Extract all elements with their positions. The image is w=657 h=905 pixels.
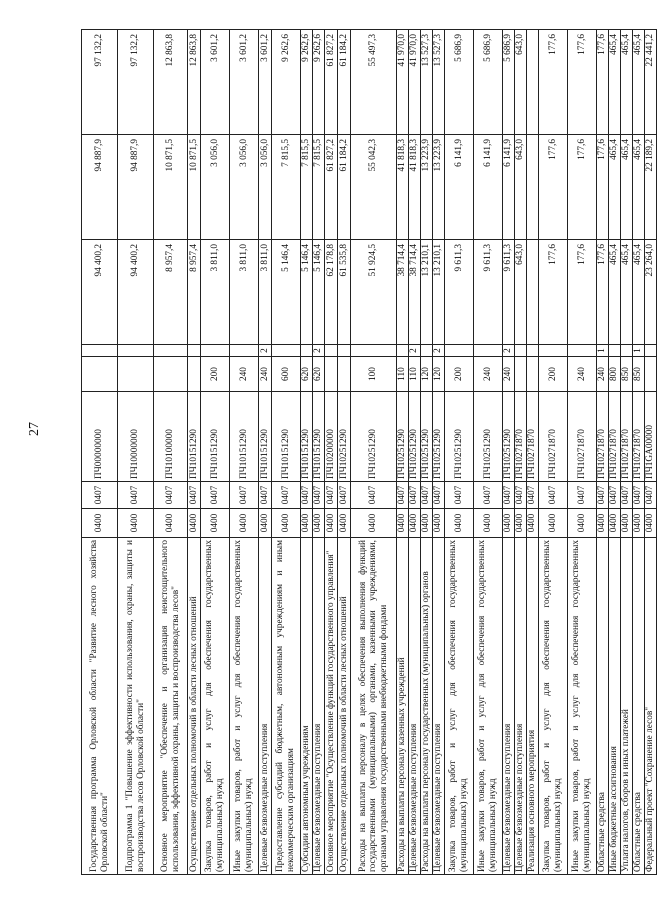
expense-type-cell: 100 xyxy=(351,357,397,392)
amount-year3-cell: 5 686,9 xyxy=(474,30,503,135)
row-name-cell: Осуществление отдельных полномочий в области лесных отношений xyxy=(338,538,351,875)
source-mark-cell: 1 xyxy=(597,345,609,357)
source-mark-cell xyxy=(230,345,259,357)
expense-type-cell: 240 xyxy=(503,357,515,392)
section-code-cell: 0400 xyxy=(568,509,597,538)
subsection-code-cell: 0407 xyxy=(621,482,633,509)
amount-year2-cell: 55 042,3 xyxy=(351,135,397,240)
table-row xyxy=(597,30,609,875)
amount-year3-cell: 55 497,3 xyxy=(351,30,397,135)
section-code-cell: 0400 xyxy=(527,509,539,538)
expense-type-cell: 600 xyxy=(272,357,301,392)
source-mark-cell: 2 xyxy=(503,345,515,357)
target-article-cell: ПЧ10100000 xyxy=(154,392,188,482)
amount-year2-cell: 13 223,9 xyxy=(421,135,433,240)
amount-year2-cell: 61 184,2 xyxy=(338,135,351,240)
target-article-cell: ПЧ10251290 xyxy=(503,392,515,482)
amount-year3-cell: 3 601,2 xyxy=(259,30,272,135)
table-row xyxy=(313,30,325,875)
amount-year2-cell: 465,4 xyxy=(609,135,621,240)
amount-year3-cell: 9 262,6 xyxy=(313,30,325,135)
amount-year2-cell: 6 141,9 xyxy=(474,135,503,240)
row-name-cell: Основное мероприятие "Осуществление функций государственного управления" xyxy=(325,538,338,875)
amount-year1-cell: 5 146,4 xyxy=(313,240,325,345)
subsection-code-cell: 0407 xyxy=(201,482,230,509)
row-name-cell: Иные закупки товаров, работ и услуг для обеспечения государственных (муниципальных) нужд xyxy=(230,538,259,875)
source-mark-cell xyxy=(474,345,503,357)
section-code-cell: 0400 xyxy=(597,509,609,538)
amount-year3-cell: 61 827,2 xyxy=(325,30,338,135)
source-mark-cell: 2 xyxy=(433,345,445,357)
budget-table-container xyxy=(81,30,656,875)
target-article-cell: ПЧ10251290 xyxy=(421,392,433,482)
amount-year3-cell: 97 132,2 xyxy=(82,30,118,135)
section-code-cell: 0400 xyxy=(409,509,421,538)
table-row xyxy=(433,30,445,875)
amount-year1-cell: 177,6 xyxy=(568,240,597,345)
amount-year3-cell: 465,4 xyxy=(633,30,645,135)
amount-year2-cell: 3 056,0 xyxy=(230,135,259,240)
source-mark-cell xyxy=(568,345,597,357)
amount-year2-cell: 94 887,9 xyxy=(82,135,118,240)
row-name-cell: Расходы на выплаты персоналу государственных (муниципальных) органов xyxy=(421,538,433,875)
table-row xyxy=(259,30,272,875)
source-mark-cell xyxy=(609,345,621,357)
expense-type-cell xyxy=(188,357,201,392)
amount-year1-cell: 61 535,8 xyxy=(338,240,351,345)
expense-type-cell xyxy=(82,357,118,392)
subsection-code-cell: 0407 xyxy=(409,482,421,509)
amount-year2-cell: 643,0 xyxy=(515,135,527,240)
amount-year2-cell: 22 189,2 xyxy=(645,135,657,240)
row-name-cell: Расходы на выплаты персоналу в целях обеспечения выполнения функций государственными (муниципальными) органами, казенными учреждениями, органами управления государственными внебюджетными фондами xyxy=(351,538,397,875)
amount-year2-cell: 3 056,0 xyxy=(201,135,230,240)
amount-year1-cell: 3 811,0 xyxy=(201,240,230,345)
target-article-cell: ПЧ10151290 xyxy=(201,392,230,482)
expense-type-cell xyxy=(338,357,351,392)
target-article-cell: ПЧ10251290 xyxy=(397,392,409,482)
target-article-cell: ПЧ10271870 xyxy=(597,392,609,482)
amount-year3-cell: 41 970,0 xyxy=(409,30,421,135)
section-code-cell: 0400 xyxy=(188,509,201,538)
amount-year1-cell: 94 400,2 xyxy=(118,240,154,345)
amount-year1-cell: 5 146,4 xyxy=(272,240,301,345)
section-code-cell: 0400 xyxy=(397,509,409,538)
source-mark-cell xyxy=(301,345,313,357)
section-code-cell: 0400 xyxy=(621,509,633,538)
section-code-cell: 0400 xyxy=(272,509,301,538)
amount-year3-cell: 3 601,2 xyxy=(201,30,230,135)
subsection-code-cell: 0407 xyxy=(338,482,351,509)
subsection-code-cell: 0407 xyxy=(433,482,445,509)
amount-year1-cell: 9 611,3 xyxy=(503,240,515,345)
table-row xyxy=(201,30,230,875)
target-article-cell: ПЧ10271870 xyxy=(568,392,597,482)
section-code-cell: 0400 xyxy=(474,509,503,538)
section-code-cell: 0400 xyxy=(609,509,621,538)
row-name-cell: Реализация основного мероприятия xyxy=(527,538,539,875)
expense-type-cell: 800 xyxy=(609,357,621,392)
amount-year2-cell: 6 141,9 xyxy=(503,135,515,240)
amount-year1-cell: 13 210,1 xyxy=(433,240,445,345)
target-article-cell: ПЧ10271870 xyxy=(527,392,539,482)
section-code-cell: 0400 xyxy=(118,509,154,538)
subsection-code-cell: 0407 xyxy=(230,482,259,509)
table-row xyxy=(301,30,313,875)
amount-year2-cell: 41 818,3 xyxy=(397,135,409,240)
expense-type-cell: 200 xyxy=(539,357,568,392)
expense-type-cell: 200 xyxy=(201,357,230,392)
subsection-code-cell: 0407 xyxy=(118,482,154,509)
table-row xyxy=(325,30,338,875)
amount-year3-cell: 12 863,8 xyxy=(154,30,188,135)
amount-year3-cell: 177,6 xyxy=(597,30,609,135)
table-row xyxy=(515,30,527,875)
target-article-cell: ПЧ10271870 xyxy=(515,392,527,482)
source-mark-cell xyxy=(188,345,201,357)
amount-year2-cell: 13 223,9 xyxy=(433,135,445,240)
amount-year2-cell xyxy=(527,135,539,240)
amount-year1-cell: 62 178,8 xyxy=(325,240,338,345)
subsection-code-cell: 0407 xyxy=(539,482,568,509)
source-mark-cell xyxy=(621,345,633,357)
row-name-cell: Областные средства xyxy=(633,538,645,875)
expense-type-cell: 120 xyxy=(421,357,433,392)
amount-year2-cell: 177,6 xyxy=(568,135,597,240)
amount-year1-cell: 177,6 xyxy=(597,240,609,345)
amount-year1-cell: 38 714,4 xyxy=(409,240,421,345)
source-mark-cell xyxy=(325,345,338,357)
target-article-cell: ПЧ10271870 xyxy=(633,392,645,482)
amount-year3-cell: 97 132,2 xyxy=(118,30,154,135)
amount-year2-cell: 7 815,5 xyxy=(272,135,301,240)
amount-year3-cell: 465,4 xyxy=(621,30,633,135)
source-mark-cell xyxy=(118,345,154,357)
amount-year2-cell: 10 871,5 xyxy=(154,135,188,240)
section-code-cell: 0400 xyxy=(259,509,272,538)
table-row xyxy=(338,30,351,875)
row-name-cell: Иные закупки товаров, работ и услуг для обеспечения государственных (муниципальных) нужд xyxy=(474,538,503,875)
row-name-cell: Иные закупки товаров, работ и услуг для обеспечения государственных (муниципальных) нужд xyxy=(568,538,597,875)
amount-year3-cell: 22 441,2 xyxy=(645,30,657,135)
amount-year3-cell: 41 970,0 xyxy=(397,30,409,135)
page-number: 27 xyxy=(27,422,42,436)
table-row xyxy=(527,30,539,875)
section-code-cell: 0400 xyxy=(503,509,515,538)
section-code-cell: 0400 xyxy=(539,509,568,538)
subsection-code-cell: 0407 xyxy=(633,482,645,509)
source-mark-cell xyxy=(154,345,188,357)
amount-year3-cell: 643,0 xyxy=(515,30,527,135)
amount-year1-cell: 8 957,4 xyxy=(188,240,201,345)
table-row xyxy=(154,30,188,875)
section-code-cell: 0400 xyxy=(351,509,397,538)
table-row xyxy=(351,30,397,875)
source-mark-cell xyxy=(201,345,230,357)
table-row xyxy=(609,30,621,875)
amount-year2-cell: 465,4 xyxy=(633,135,645,240)
amount-year1-cell: 643,0 xyxy=(515,240,527,345)
amount-year1-cell: 465,4 xyxy=(609,240,621,345)
table-row xyxy=(474,30,503,875)
section-code-cell: 0400 xyxy=(313,509,325,538)
source-mark-cell xyxy=(351,345,397,357)
amount-year3-cell xyxy=(527,30,539,135)
subsection-code-cell: 0407 xyxy=(351,482,397,509)
section-code-cell: 0400 xyxy=(82,509,118,538)
subsection-code-cell: 0407 xyxy=(397,482,409,509)
table-row xyxy=(421,30,433,875)
target-article-cell: ПЧ1GA00000 xyxy=(645,392,657,482)
row-name-cell: Федеральный проект "Сохранение лесов" xyxy=(645,538,657,875)
source-mark-cell xyxy=(421,345,433,357)
amount-year3-cell: 9 262,6 xyxy=(272,30,301,135)
source-mark-cell xyxy=(539,345,568,357)
amount-year3-cell: 5 686,9 xyxy=(503,30,515,135)
target-article-cell: ПЧ00000000 xyxy=(82,392,118,482)
row-name-cell: Закупка товаров, работ и услуг для обеспечения государственных (муниципальных) нужд xyxy=(201,538,230,875)
expense-type-cell xyxy=(527,357,539,392)
source-mark-cell xyxy=(82,345,118,357)
target-article-cell: ПЧ10000000 xyxy=(118,392,154,482)
expense-type-cell xyxy=(118,357,154,392)
target-article-cell: ПЧ10251290 xyxy=(474,392,503,482)
table-row xyxy=(272,30,301,875)
expense-type-cell xyxy=(154,357,188,392)
table-row xyxy=(409,30,421,875)
expense-type-cell: 240 xyxy=(230,357,259,392)
expense-type-cell: 240 xyxy=(259,357,272,392)
row-name-cell: Областные средства xyxy=(597,538,609,875)
target-article-cell: ПЧ10151290 xyxy=(230,392,259,482)
budget-table xyxy=(81,29,657,875)
source-mark-cell: 2 xyxy=(259,345,272,357)
expense-type-cell: 110 xyxy=(397,357,409,392)
expense-type-cell xyxy=(645,357,657,392)
amount-year2-cell: 7 815,5 xyxy=(301,135,313,240)
subsection-code-cell: 0407 xyxy=(301,482,313,509)
expense-type-cell xyxy=(325,357,338,392)
row-name-cell: Субсидии автономным учреждениям xyxy=(301,538,313,875)
amount-year3-cell: 13 527,3 xyxy=(421,30,433,135)
section-code-cell: 0400 xyxy=(633,509,645,538)
row-name-cell: Осуществление отдельных полномочий в области лесных отношений xyxy=(188,538,201,875)
amount-year3-cell: 3 601,2 xyxy=(230,30,259,135)
expense-type-cell: 110 xyxy=(409,357,421,392)
amount-year1-cell: 3 811,0 xyxy=(230,240,259,345)
section-code-cell: 0400 xyxy=(515,509,527,538)
amount-year2-cell: 177,6 xyxy=(597,135,609,240)
amount-year1-cell: 177,6 xyxy=(539,240,568,345)
table-row xyxy=(118,30,154,875)
subsection-code-cell: 0407 xyxy=(313,482,325,509)
subsection-code-cell: 0407 xyxy=(445,482,474,509)
source-mark-cell xyxy=(527,345,539,357)
table-row xyxy=(445,30,474,875)
expense-type-cell: 240 xyxy=(474,357,503,392)
table-row xyxy=(621,30,633,875)
source-mark-cell xyxy=(645,345,657,357)
amount-year2-cell: 61 827,2 xyxy=(325,135,338,240)
amount-year1-cell: 94 400,2 xyxy=(82,240,118,345)
table-row xyxy=(568,30,597,875)
amount-year1-cell: 13 210,1 xyxy=(421,240,433,345)
subsection-code-cell: 0407 xyxy=(597,482,609,509)
source-mark-cell xyxy=(338,345,351,357)
subsection-code-cell: 0407 xyxy=(609,482,621,509)
table-row xyxy=(82,30,118,875)
expense-type-cell: 620 xyxy=(313,357,325,392)
subsection-code-cell: 0407 xyxy=(474,482,503,509)
section-code-cell: 0400 xyxy=(445,509,474,538)
amount-year1-cell: 51 924,5 xyxy=(351,240,397,345)
source-mark-cell xyxy=(397,345,409,357)
target-article-cell: ПЧ10151290 xyxy=(272,392,301,482)
amount-year1-cell: 38 714,4 xyxy=(397,240,409,345)
subsection-code-cell: 0407 xyxy=(503,482,515,509)
section-code-cell: 0400 xyxy=(154,509,188,538)
subsection-code-cell: 0407 xyxy=(527,482,539,509)
target-article-cell: ПЧ10251290 xyxy=(351,392,397,482)
amount-year2-cell: 94 887,9 xyxy=(118,135,154,240)
amount-year2-cell: 7 815,5 xyxy=(313,135,325,240)
subsection-code-cell: 0407 xyxy=(421,482,433,509)
table-row xyxy=(230,30,259,875)
section-code-cell: 0400 xyxy=(645,509,657,538)
row-name-cell: Целевые безвозмездные поступления xyxy=(409,538,421,875)
section-code-cell: 0400 xyxy=(338,509,351,538)
target-article-cell: ПЧ10251290 xyxy=(338,392,351,482)
target-article-cell: ПЧ10151290 xyxy=(259,392,272,482)
amount-year2-cell: 177,6 xyxy=(539,135,568,240)
amount-year3-cell: 177,6 xyxy=(539,30,568,135)
expense-type-cell: 240 xyxy=(597,357,609,392)
target-article-cell: ПЧ10200000 xyxy=(325,392,338,482)
amount-year3-cell: 61 184,2 xyxy=(338,30,351,135)
amount-year2-cell: 41 818,3 xyxy=(409,135,421,240)
table-row xyxy=(539,30,568,875)
section-code-cell: 0400 xyxy=(433,509,445,538)
source-mark-cell: 2 xyxy=(409,345,421,357)
row-name-cell: Закупка товаров, работ и услуг для обеспечения государственных (муниципальных) нужд xyxy=(445,538,474,875)
section-code-cell: 0400 xyxy=(201,509,230,538)
amount-year3-cell: 177,6 xyxy=(568,30,597,135)
amount-year1-cell: 465,4 xyxy=(633,240,645,345)
amount-year1-cell: 9 611,3 xyxy=(445,240,474,345)
amount-year1-cell: 23 264,0 xyxy=(645,240,657,345)
subsection-code-cell: 0407 xyxy=(272,482,301,509)
row-name-cell: Государственная программа Орловской области "Развитие лесного хозяйства Орловской области" xyxy=(82,538,118,875)
row-name-cell: Подпрограмма 1 "Повышение эффективности использования, охраны, защиты и воспроизводства лесов Орловской области" xyxy=(118,538,154,875)
section-code-cell: 0400 xyxy=(230,509,259,538)
subsection-code-cell: 0407 xyxy=(188,482,201,509)
amount-year2-cell: 3 056,0 xyxy=(259,135,272,240)
target-article-cell: ПЧ10151290 xyxy=(301,392,313,482)
table-row xyxy=(503,30,515,875)
row-name-cell: Уплата налогов, сборов и иных платежей xyxy=(621,538,633,875)
target-article-cell: ПЧ10271870 xyxy=(621,392,633,482)
row-name-cell: Целевые безвозмездные поступления xyxy=(515,538,527,875)
expense-type-cell: 240 xyxy=(568,357,597,392)
expense-type-cell: 850 xyxy=(621,357,633,392)
amount-year2-cell: 6 141,9 xyxy=(445,135,474,240)
table-row xyxy=(397,30,409,875)
target-article-cell: ПЧ10271870 xyxy=(539,392,568,482)
subsection-code-cell: 0407 xyxy=(515,482,527,509)
source-mark-cell xyxy=(445,345,474,357)
target-article-cell: ПЧ10271870 xyxy=(609,392,621,482)
expense-type-cell: 120 xyxy=(433,357,445,392)
expense-type-cell: 850 xyxy=(633,357,645,392)
subsection-code-cell: 0407 xyxy=(259,482,272,509)
row-name-cell: Целевые безвозмездные поступления xyxy=(313,538,325,875)
amount-year3-cell: 12 863,8 xyxy=(188,30,201,135)
amount-year1-cell: 465,4 xyxy=(621,240,633,345)
section-code-cell: 0400 xyxy=(301,509,313,538)
amount-year1-cell: 9 611,3 xyxy=(474,240,503,345)
row-name-cell: Предоставление субсидий бюджетным, автономным учреждениям и иным некоммерческим организациям xyxy=(272,538,301,875)
row-name-cell: Целевые безвозмездные поступления xyxy=(503,538,515,875)
amount-year2-cell: 10 871,5 xyxy=(188,135,201,240)
source-mark-cell xyxy=(272,345,301,357)
row-name-cell: Основное мероприятие "Обеспечение и организация неистощительного использования, эффективной охраны, защиты и воспроизводства лесов" xyxy=(154,538,188,875)
row-name-cell: Расходы на выплаты персоналу казенных учреждений xyxy=(397,538,409,875)
target-article-cell: ПЧ10251290 xyxy=(409,392,421,482)
target-article-cell: ПЧ10251290 xyxy=(433,392,445,482)
subsection-code-cell: 0407 xyxy=(154,482,188,509)
row-name-cell: Целевые безвозмездные поступления xyxy=(259,538,272,875)
amount-year3-cell: 9 262,6 xyxy=(301,30,313,135)
amount-year1-cell xyxy=(527,240,539,345)
subsection-code-cell: 0407 xyxy=(568,482,597,509)
target-article-cell: ПЧ10251290 xyxy=(445,392,474,482)
amount-year3-cell: 5 686,9 xyxy=(445,30,474,135)
table-row xyxy=(188,30,201,875)
table-row xyxy=(645,30,657,875)
source-mark-cell: 1 xyxy=(633,345,645,357)
amount-year1-cell: 3 811,0 xyxy=(259,240,272,345)
subsection-code-cell: 0407 xyxy=(82,482,118,509)
target-article-cell: ПЧ10151290 xyxy=(313,392,325,482)
target-article-cell: ПЧ10151290 xyxy=(188,392,201,482)
amount-year2-cell: 465,4 xyxy=(621,135,633,240)
source-mark-cell: 2 xyxy=(313,345,325,357)
table-body xyxy=(82,30,657,875)
section-code-cell: 0400 xyxy=(325,509,338,538)
table-row xyxy=(633,30,645,875)
row-name-cell: Иные бюджетные ассигнования xyxy=(609,538,621,875)
section-code-cell: 0400 xyxy=(421,509,433,538)
expense-type-cell: 200 xyxy=(445,357,474,392)
expense-type-cell xyxy=(515,357,527,392)
amount-year3-cell: 13 527,3 xyxy=(433,30,445,135)
source-mark-cell xyxy=(515,345,527,357)
row-name-cell: Закупка товаров, работ и услуг для обеспечения государственных (муниципальных) нужд xyxy=(539,538,568,875)
amount-year1-cell: 8 957,4 xyxy=(154,240,188,345)
amount-year3-cell: 465,4 xyxy=(609,30,621,135)
subsection-code-cell: 0407 xyxy=(645,482,657,509)
subsection-code-cell: 0407 xyxy=(325,482,338,509)
expense-type-cell: 620 xyxy=(301,357,313,392)
amount-year1-cell: 5 146,4 xyxy=(301,240,313,345)
row-name-cell: Целевые безвозмездные поступления xyxy=(433,538,445,875)
